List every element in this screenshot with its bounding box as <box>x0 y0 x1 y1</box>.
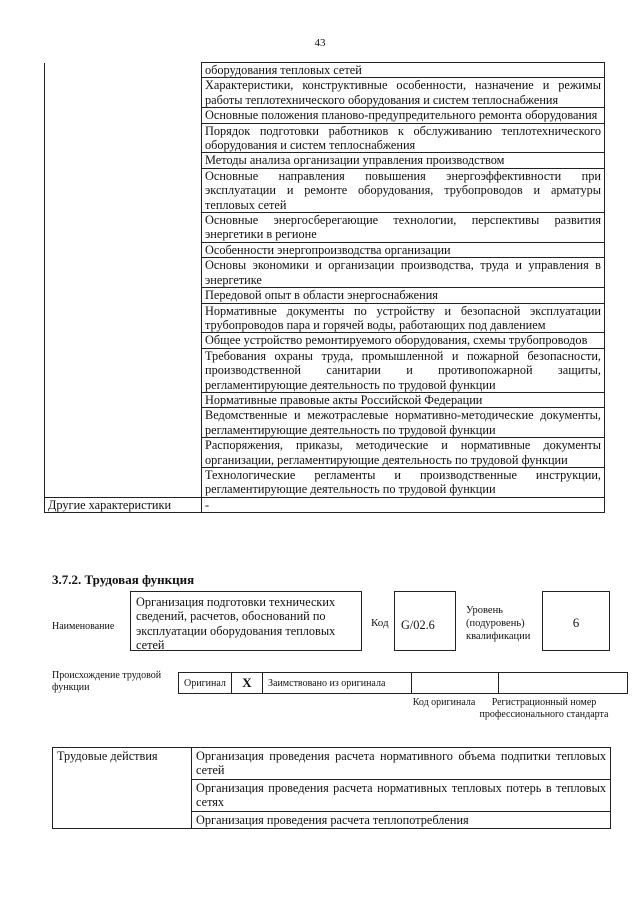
table-row <box>45 63 605 78</box>
knowledge-item: Общее устройство ремонтируемого оборудования, схемы трубопроводов <box>202 333 605 348</box>
labor-action-item: Организация проведения расчета нормативных тепловых потерь в тепловых сетях <box>192 779 611 811</box>
knowledge-item: Методы анализа организации управления производством <box>202 153 605 168</box>
registration-number-cell <box>498 672 628 694</box>
code-label: Код <box>371 617 389 629</box>
labor-actions-label: Трудовые действия <box>53 748 192 829</box>
origin-row <box>179 672 628 694</box>
left-column-cell <box>45 63 202 498</box>
origin-label: Происхождение трудовой функции <box>52 670 162 693</box>
labor-actions-table <box>52 747 611 829</box>
labor-action-item: Организация проведения расчета теплопотребления <box>192 811 611 828</box>
knowledge-item: Характеристики, конструктивные особенности, назначение и режимы работы теплотехнического оборудования и систем теплоснабжения <box>202 78 605 108</box>
knowledge-item: Основные энергосберегающие технологии, перспективы развития энергетики в регионе <box>202 213 605 243</box>
other-characteristics-value: - <box>202 497 605 512</box>
table-row <box>53 748 611 780</box>
qualification-level-label: Уровень (подуровень) квалификации <box>466 605 531 642</box>
knowledge-item: Распоряжения, приказы, методические и нормативные документы организации, регламентирующие деятельность по трудовой функции <box>202 438 605 468</box>
section-heading: 3.7.2. Трудовая функция <box>52 572 195 587</box>
knowledge-item: Основные направления повышения энергоэффективности при эксплуатации и ремонте оборудования, трубопроводов и арматуры тепловых сетей <box>202 168 605 212</box>
knowledge-item: Нормативные документы по устройству и безопасной эксплуатации трубопроводов пара и горячей воды, работающих под давлением <box>202 303 605 333</box>
original-code-cell <box>411 672 499 694</box>
labor-action-item: Организация проведения расчета нормативного объема подпитки тепловых сетей <box>192 748 611 780</box>
function-code-box: G/02.6 <box>394 591 456 651</box>
knowledge-item: Основные положения планово-предупредительного ремонта оборудования <box>202 108 605 123</box>
knowledge-item: Основы экономики и организации производства, труда и управления в энергетике <box>202 258 605 288</box>
qualification-level-box: 6 <box>542 591 610 651</box>
name-label: Наименование <box>52 621 115 632</box>
page-number: 43 <box>314 37 326 49</box>
registration-number-caption: Регистрационный номер профессионального стандарта <box>479 697 609 720</box>
knowledge-item: Требования охраны труда, промышленной и пожарной безопасности, производственной санитарии и противопожарной защиты, регламентирующие деятельность по трудовой функции <box>202 348 605 392</box>
knowledge-item: Технологические регламенты и производственные инструкции, регламентирующие деятельность по трудовой функции <box>202 467 605 497</box>
knowledge-item: Ведомственные и межотраслевые нормативно-методические документы, регламентирующие деятельность по трудовой функции <box>202 408 605 438</box>
knowledge-item: Особенности энергопроизводства организации <box>202 242 605 257</box>
original-code-caption: Код оригинала <box>412 697 476 708</box>
borrowed-cell: Заимствовано из оригинала <box>262 672 412 694</box>
knowledge-item: Передовой опыт в области энергоснабжения <box>202 288 605 303</box>
table-row <box>45 497 605 512</box>
knowledge-item: Порядок подготовки работников к обслуживанию теплотехнического оборудования и систем теплоснабжения <box>202 123 605 153</box>
original-mark: X <box>231 672 263 694</box>
knowledge-item: оборудования тепловых сетей <box>202 63 605 78</box>
other-characteristics-label: Другие характеристики <box>45 497 202 512</box>
knowledge-item: Нормативные правовые акты Российской Федерации <box>202 392 605 407</box>
original-cell: Оригинал <box>178 672 232 694</box>
knowledge-table <box>44 62 605 513</box>
function-name-box: Организация подготовки технических сведений, расчетов, обоснований по эксплуатации оборудования тепловых сетей <box>130 591 362 651</box>
